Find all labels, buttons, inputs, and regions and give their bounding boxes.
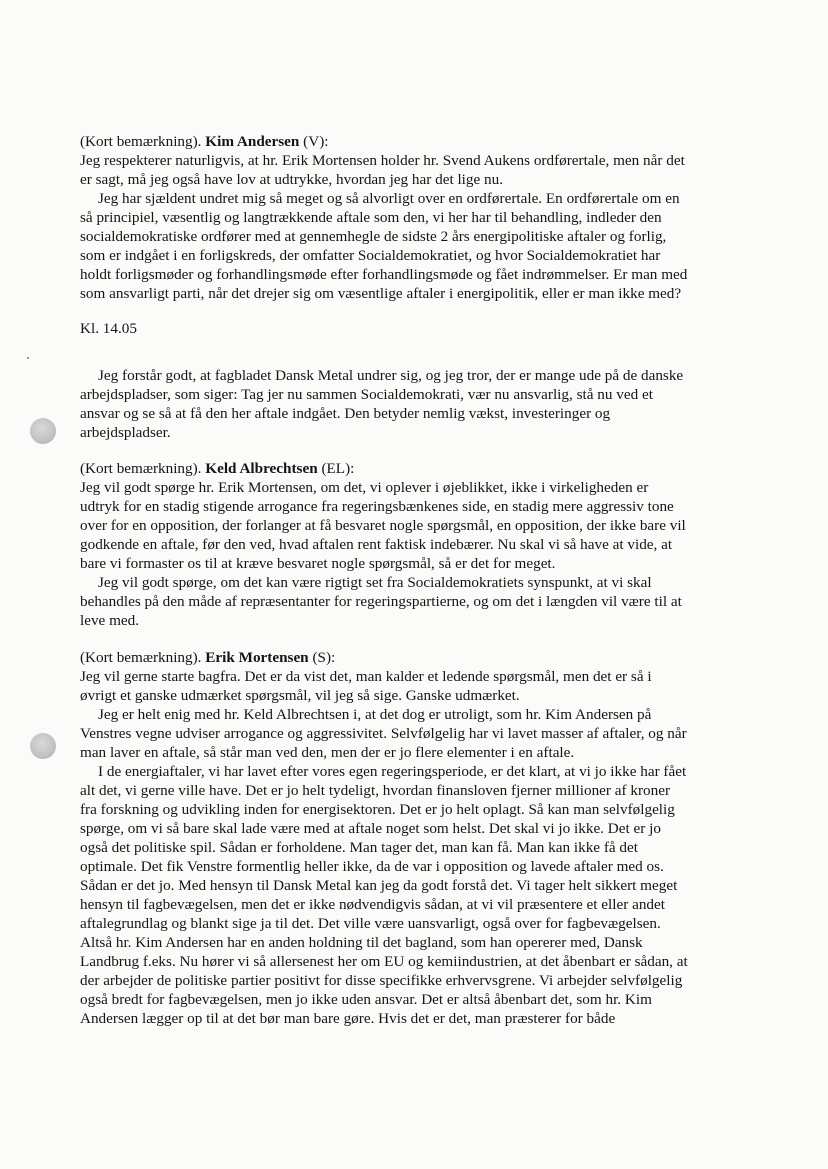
speaker-remark-type: (Kort bemærkning). — [80, 649, 206, 666]
paragraph-line: I de energiaftaler, vi har lavet efter vores egen regeringsperiode, er det klart, at vi jo ikke har fået — [98, 763, 687, 780]
paragraph-line: Jeg vil godt spørge, om det kan være rigtigt set fra Socialdemokratiets synspunkt, at vi skal — [98, 574, 652, 591]
paragraph-line: Jeg har sjældent undret mig så meget og så alvorligt over en ordførertale. En ordførertale om en — [98, 190, 680, 207]
paragraph-line: Jeg er helt enig med hr. Keld Albrechtsen i, at det dog er utroligt, som hr. Kim Andersen på — [98, 706, 652, 723]
paragraph-line: Andersen lægger op til at det bør man bare gøre. Hvis det er det, man præsterer for både — [80, 1010, 616, 1027]
paragraph-line: Altså hr. Kim Andersen har en anden holdning til det bagland, som han opererer med, Dansk — [80, 934, 643, 951]
paragraph-line: også det politiske spil. Sådan er forholdene. Man tager det, man kan få. Man kan ikke få det — [80, 839, 638, 856]
paragraph-line: også bredt for fagbevægelsen, men jo ikke uden ansvar. Det er altså åbenbart det, som hr. Kim — [80, 991, 652, 1008]
paragraph-line: så principiel, væsentlig og langtrækkende aftale som den, vi her har til behandling, indleder den — [80, 209, 662, 226]
paragraph-line: socialdemokratiske ordfører med at gennemhegle de sidste 2 års energipolitiske aftaler og forlig, — [80, 228, 667, 245]
paragraph-line: Venstres vegne udviser arrogance og aggressivitet. Selvfølgelig har vi lavet masser af aftaler, og når — [80, 725, 687, 742]
paragraph-line: alt det, vi gerne ville have. Det er jo helt tydeligt, hvordan finansloven fjerner millioner af kroner — [80, 782, 670, 799]
paragraph-line: øvrigt et ganske udmærket spørgsmål, vil jeg så sige. Ganske udmærket. — [80, 687, 520, 704]
paragraph-line: over for en opposition, der forlanger at få besvaret nogle spørgsmål, en opposition, der ikke bare vil — [80, 517, 686, 534]
binder-hole — [30, 418, 56, 444]
paragraph-line: aftalegrundlag og blankt sige ja til det. Det ville være uansvarligt, også over for fagbevægelsen. — [80, 915, 661, 932]
paragraph-line: Jeg vil gerne starte bagfra. Det er da vist det, man kalder et ledende spørgsmål, men det er så i — [80, 668, 652, 685]
paragraph-line: Jeg respekterer naturligvis, at hr. Erik Mortensen holder hr. Svend Aukens ordførertale, men når det — [80, 152, 685, 169]
binder-hole — [30, 733, 56, 759]
timestamp: Kl. 14.05 — [80, 320, 137, 337]
speaker-remark-type: (Kort bemærkning). — [80, 133, 206, 150]
paragraph-line: Jeg forstår godt, at fagbladet Dansk Metal undrer sig, og jeg tror, der er mange ude på de danske — [98, 367, 684, 384]
paragraph-line: som er indgået i en forligskreds, der omfatter Socialdemokratiet, og hvor Socialdemokratiet har — [80, 247, 661, 264]
paragraph-line: der arbejder de politiske partier positivt for disse specifikke erhvervsgrene. Vi arbejder selvfølgelig — [80, 972, 683, 989]
paragraph-line: bare vi formaster os til at kræve besvaret nogle spørgsmål, så er det for meget. — [80, 555, 556, 572]
paragraph-line: holdt forligsmøder og forhandlingsmøde efter forhandlingsmøde og fået indrømmelser. Er man med — [80, 266, 688, 283]
paragraph-line: spørge, om vi så bare skal lade være med at aftale noget som helst. Det skal vi jo ikke. Det er jo — [80, 820, 661, 837]
paragraph-line: behandles på den måde af repræsentanter for regeringspartierne, og om det i længden vil være til at — [80, 593, 682, 610]
paragraph-line: godkende en aftale, før den ved, hvad aftalen rent faktisk indebærer. Nu skal vi så have at vide, at — [80, 536, 673, 553]
paragraph-line: udtryk for en stadig stigende arrogance fra regeringsbænkenes side, en stadig mere aggressiv tone — [80, 498, 674, 515]
paragraph-line: leve med. — [80, 612, 140, 629]
paragraph-line: som ansvarligt parti, når det drejer sig om væsentlige aftaler i energipolitik, eller er man ikke med? — [80, 285, 682, 302]
speaker-heading — [80, 133, 770, 151]
paragraph-line: man laver en aftale, så står man ved den, men der er jo flere elementer i en aftale. — [80, 744, 575, 761]
speaker-party: (V): — [299, 133, 329, 150]
paragraph-line: ansvar og se så at få den her aftale indgået. Den betyder nemlig vækst, investeringer og — [80, 405, 611, 422]
speaker-party: (EL): — [317, 460, 355, 477]
paragraph-line: fra forskning og udvikling inden for energisektoren. Det er jo helt oplagt. Så kan man selvfølgelig — [80, 801, 675, 818]
speaker-name: Keld Albrechtsen — [205, 460, 318, 477]
paragraph-line: Jeg vil godt spørge hr. Erik Mortensen, om det, vi oplever i øjeblikket, ikke i virkeligheden er — [80, 479, 649, 496]
paragraph-line: hensyn til fagbevægelsen, men det er ikke nødvendigvis sådan, at vi vil præsentere et eller andet — [80, 896, 665, 913]
speaker-name: Kim Andersen — [205, 133, 300, 150]
paragraph-line: er sagt, må jeg også have lov at udtrykke, hvordan jeg har det lige nu. — [80, 171, 504, 188]
paragraph-line: arbejdspladser. — [80, 424, 171, 441]
paragraph-line: Sådan er det jo. Med hensyn til Dansk Metal kan jeg da godt forstå det. Vi tager helt sikkert meget — [80, 877, 678, 894]
paragraph-line: optimale. Det fik Venstre formentlig heller ikke, da de var i opposition og lavede aftaler med os. — [80, 858, 664, 875]
speaker-party: (S): — [308, 649, 336, 666]
speaker-name: Erik Mortensen — [205, 649, 309, 666]
paragraph-line: Landbrug f.eks. Nu hører vi så allersenest her om EU og kemiindustrien, at det åbenbart er sådan, at — [80, 953, 688, 970]
scan-speck — [27, 357, 29, 359]
speaker-heading — [80, 460, 770, 478]
speaker-remark-type: (Kort bemærkning). — [80, 460, 206, 477]
speaker-heading — [80, 649, 770, 667]
paragraph-line: arbejdspladser, som siger: Tag jer nu sammen Socialdemokrati, vær nu ansvarlig, stå nu ved et — [80, 386, 653, 403]
